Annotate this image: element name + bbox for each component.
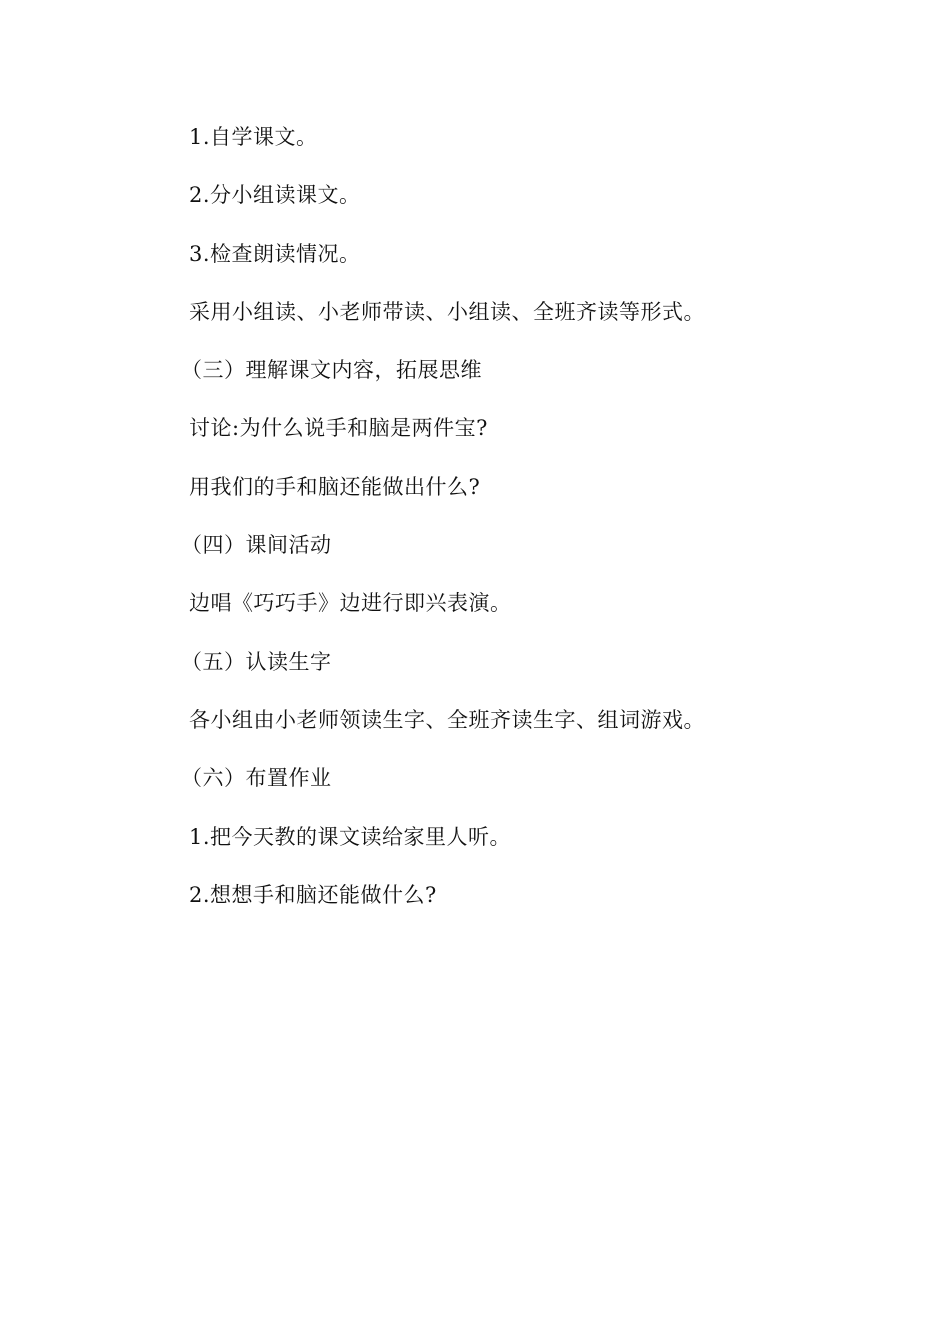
paragraph-activity: 边唱《巧巧手》边进行即兴表演。 — [189, 591, 512, 616]
section-heading-4: （四）课间活动 — [181, 533, 332, 558]
paragraph-reading-forms: 采用小组读、小老师带读、小组读、全班齐读等形式。 — [189, 299, 705, 324]
paragraph-discussion: 讨论:为什么说手和脑是两件宝? — [189, 416, 488, 441]
paragraph-question: 用我们的手和脑还能做出什么? — [189, 474, 481, 499]
paragraph-characters: 各小组由小老师领读生字、全班齐读生字、组词游戏。 — [189, 707, 705, 732]
section-heading-3: （三）理解课文内容，拓展思维 — [181, 358, 482, 383]
list-item-homework-2: 2.想想手和脑还能做什么? — [189, 882, 437, 907]
section-heading-6: （六）布置作业 — [181, 766, 332, 791]
list-item-group-reading: 2.分小组读课文。 — [189, 183, 361, 208]
list-item-self-study: 1.自学课文。 — [189, 125, 318, 149]
section-heading-5: （五）认读生字 — [181, 649, 332, 674]
list-item-check-reading: 3.检查朗读情况。 — [189, 241, 361, 266]
document-body — [181, 120, 829, 936]
list-item-homework-1: 1.把今天教的课文读给家里人听。 — [189, 824, 512, 849]
